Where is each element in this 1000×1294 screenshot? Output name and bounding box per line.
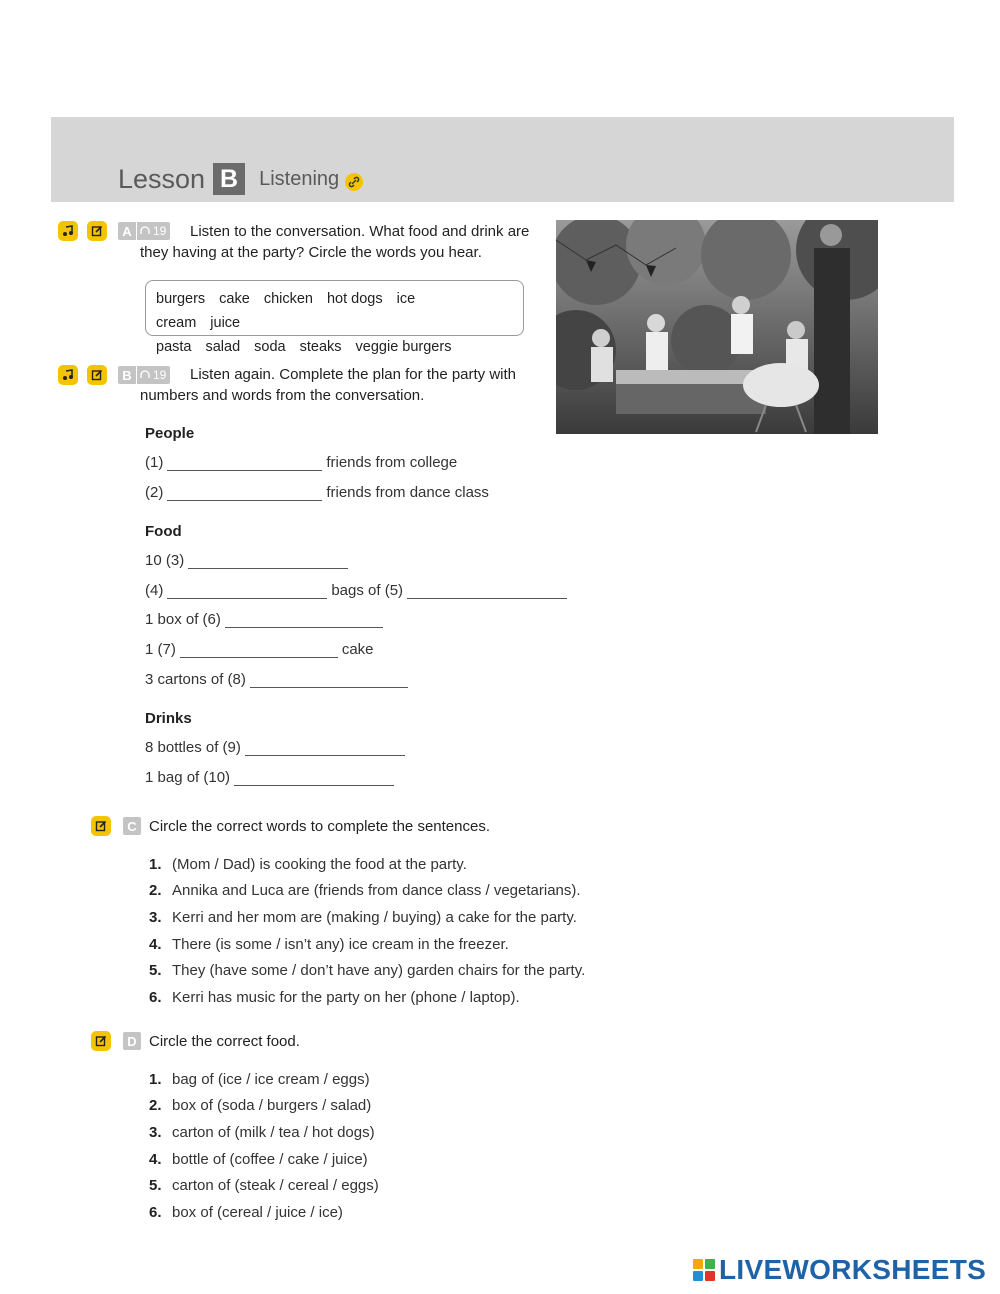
exercise-a-line1: Listen to the conversation. What food and drink are <box>190 223 530 240</box>
plan-label: cake <box>341 641 374 658</box>
sentence-text[interactable]: Kerri and her mom are (making / buying) a cake for the party. <box>172 908 577 926</box>
item-number: 5. <box>149 1177 162 1195</box>
food-option-text[interactable]: carton of (milk / tea / hot dogs) <box>172 1123 375 1141</box>
track-19: 19 <box>153 368 167 382</box>
edit-icon[interactable] <box>91 1031 111 1051</box>
exercise-c-instruction: Circle the correct words to complete the sentences. <box>149 818 490 835</box>
exercise-c-label <box>123 817 141 835</box>
answer-blank-8[interactable] <box>250 674 408 688</box>
sentence-text[interactable]: They (have some / don’t have any) garden chairs for the party. <box>172 962 586 980</box>
item-number: 4. <box>149 935 162 953</box>
word-item[interactable]: burgers <box>156 291 206 307</box>
lesson-word: Lesson <box>118 163 206 194</box>
sentence-text[interactable]: Kerri has music for the party on her (phone / laptop). <box>172 988 520 1006</box>
track-number <box>136 222 170 240</box>
plan-label: (1) <box>145 454 164 471</box>
item-number: 3. <box>149 908 162 926</box>
item-number: 2. <box>149 882 162 900</box>
edit-icon[interactable] <box>87 365 107 385</box>
sentence-text[interactable]: (Mom / Dad) is cooking the food at the party. <box>172 855 467 873</box>
exercise-d-list <box>149 1066 379 1226</box>
plan-line-8 <box>145 671 412 688</box>
logo-tile <box>693 1271 703 1281</box>
list-item <box>149 984 585 1011</box>
people-heading: People <box>145 425 195 442</box>
plan-label: 10 (3) <box>145 552 185 569</box>
exercise-b-letter: B <box>122 367 132 383</box>
logo-text: LIVEWORKSHEETS <box>719 1254 987 1285</box>
food-option-text[interactable]: bag of (ice / ice cream / eggs) <box>172 1070 370 1088</box>
drinks-heading: Drinks <box>145 710 192 727</box>
plan-label: (2) <box>145 484 164 501</box>
food-option-text[interactable]: box of (soda / burgers / salad) <box>172 1097 372 1115</box>
word-item[interactable]: pasta <box>156 339 192 355</box>
item-number: 2. <box>149 1097 162 1115</box>
link-icon[interactable] <box>345 173 363 191</box>
plan-label: 1 bag of (10) <box>145 769 231 786</box>
word-item[interactable]: soda <box>254 339 286 355</box>
plan-line-10 <box>145 769 398 786</box>
audio-icon[interactable] <box>58 365 78 385</box>
exercise-b-label <box>118 366 170 384</box>
exercise-b-line2: numbers and words from the conversation. <box>140 387 425 404</box>
food-option-text[interactable]: box of (cereal / juice / ice) <box>172 1203 343 1221</box>
exercise-b-line1: Listen again. Complete the plan for the party with <box>190 366 517 383</box>
sentence-text[interactable]: Annika and Luca are (friends from dance class / vegetarians). <box>172 882 581 900</box>
list-item <box>149 1066 379 1093</box>
list-item <box>149 957 585 984</box>
exercise-a-line2: they having at the party? Circle the words you hear. <box>140 244 482 261</box>
exercise-d-label <box>123 1032 141 1050</box>
plan-line-2 <box>145 484 489 501</box>
plan-line-6 <box>145 611 387 628</box>
party-photo <box>556 220 878 434</box>
item-number: 1. <box>149 855 162 873</box>
word-item[interactable]: veggie burgers <box>355 339 452 355</box>
headphones-icon <box>140 226 150 236</box>
plan-label: (4) <box>145 582 164 599</box>
logo-tile <box>693 1259 703 1269</box>
exercise-a-label <box>118 222 170 240</box>
edit-icon[interactable] <box>91 816 111 836</box>
track-number <box>136 366 170 384</box>
word-row-2 <box>156 335 513 359</box>
exercise-d-letter: D <box>127 1033 137 1049</box>
list-item <box>149 931 585 958</box>
edit-icon[interactable] <box>87 221 107 241</box>
plan-label: 3 cartons of (8) <box>145 671 246 688</box>
section-title: Listening <box>259 167 340 190</box>
lesson-letter: B <box>213 163 245 195</box>
plan-label: 1 box of (6) <box>145 611 221 628</box>
item-number: 5. <box>149 962 162 980</box>
plan-label: 1 (7) <box>145 641 176 658</box>
exercise-c-letter: C <box>127 818 137 834</box>
word-item[interactable]: salad <box>205 339 241 355</box>
exercise-c-list <box>149 851 585 1011</box>
word-item[interactable]: steaks <box>299 339 342 355</box>
item-number: 6. <box>149 988 162 1006</box>
word-row-1 <box>156 287 513 335</box>
food-heading: Food <box>145 523 182 540</box>
list-item <box>149 1093 379 1120</box>
list-item <box>149 1119 379 1146</box>
item-number: 1. <box>149 1070 162 1088</box>
exercise-d-instruction: Circle the correct food. <box>149 1033 300 1050</box>
logo-grid-icon <box>693 1259 715 1281</box>
word-item[interactable]: ice cream <box>156 291 416 331</box>
list-item <box>149 878 585 905</box>
item-number: 6. <box>149 1203 162 1221</box>
plan-label: friends from dance class <box>326 484 489 501</box>
track-19: 19 <box>153 224 167 238</box>
lesson-title <box>118 163 363 195</box>
plan-label: bags of (5) <box>331 582 404 599</box>
plan-label: 8 bottles of (9) <box>145 739 241 756</box>
item-number: 3. <box>149 1123 162 1141</box>
list-item <box>149 851 585 878</box>
plan-line-1 <box>145 454 457 471</box>
list-item <box>149 1172 379 1199</box>
answer-blank-3[interactable] <box>188 555 348 569</box>
list-item <box>149 1146 379 1173</box>
plan-line-3 <box>145 552 352 569</box>
answer-blank-2[interactable] <box>167 487 322 501</box>
plan-line-4 <box>145 582 571 599</box>
food-option-text[interactable]: carton of (steak / cereal / eggs) <box>172 1177 379 1195</box>
answer-blank-5[interactable] <box>407 585 567 599</box>
plan-line-9 <box>145 739 409 756</box>
logo-tile <box>705 1259 715 1269</box>
liveworksheets-logo[interactable] <box>693 1254 986 1286</box>
audio-icon[interactable] <box>58 221 78 241</box>
word-item[interactable]: hot dogs <box>326 291 383 307</box>
answer-blank-10[interactable] <box>234 772 394 786</box>
logo-tile <box>705 1271 715 1281</box>
food-option-text[interactable]: bottle of (coffee / cake / juice) <box>172 1150 368 1168</box>
answer-blank-7[interactable] <box>180 644 338 658</box>
word-item[interactable]: cake <box>219 291 250 307</box>
exercise-a-letter: A <box>122 223 132 239</box>
answer-blank-4[interactable] <box>167 585 327 599</box>
item-number: 4. <box>149 1150 162 1168</box>
list-item <box>149 904 585 931</box>
answer-blank-1[interactable] <box>167 457 322 471</box>
word-item[interactable]: chicken <box>263 291 313 307</box>
word-bank <box>145 280 524 355</box>
answer-blank-6[interactable] <box>225 614 383 628</box>
answer-blank-9[interactable] <box>245 742 405 756</box>
plan-label: friends from college <box>326 454 458 471</box>
sentence-text[interactable]: There (is some / isn’t any) ice cream in the freezer. <box>172 935 509 953</box>
list-item <box>149 1199 379 1226</box>
plan-line-7 <box>145 641 374 658</box>
word-item[interactable]: juice <box>210 315 241 331</box>
headphones-icon <box>140 370 150 380</box>
